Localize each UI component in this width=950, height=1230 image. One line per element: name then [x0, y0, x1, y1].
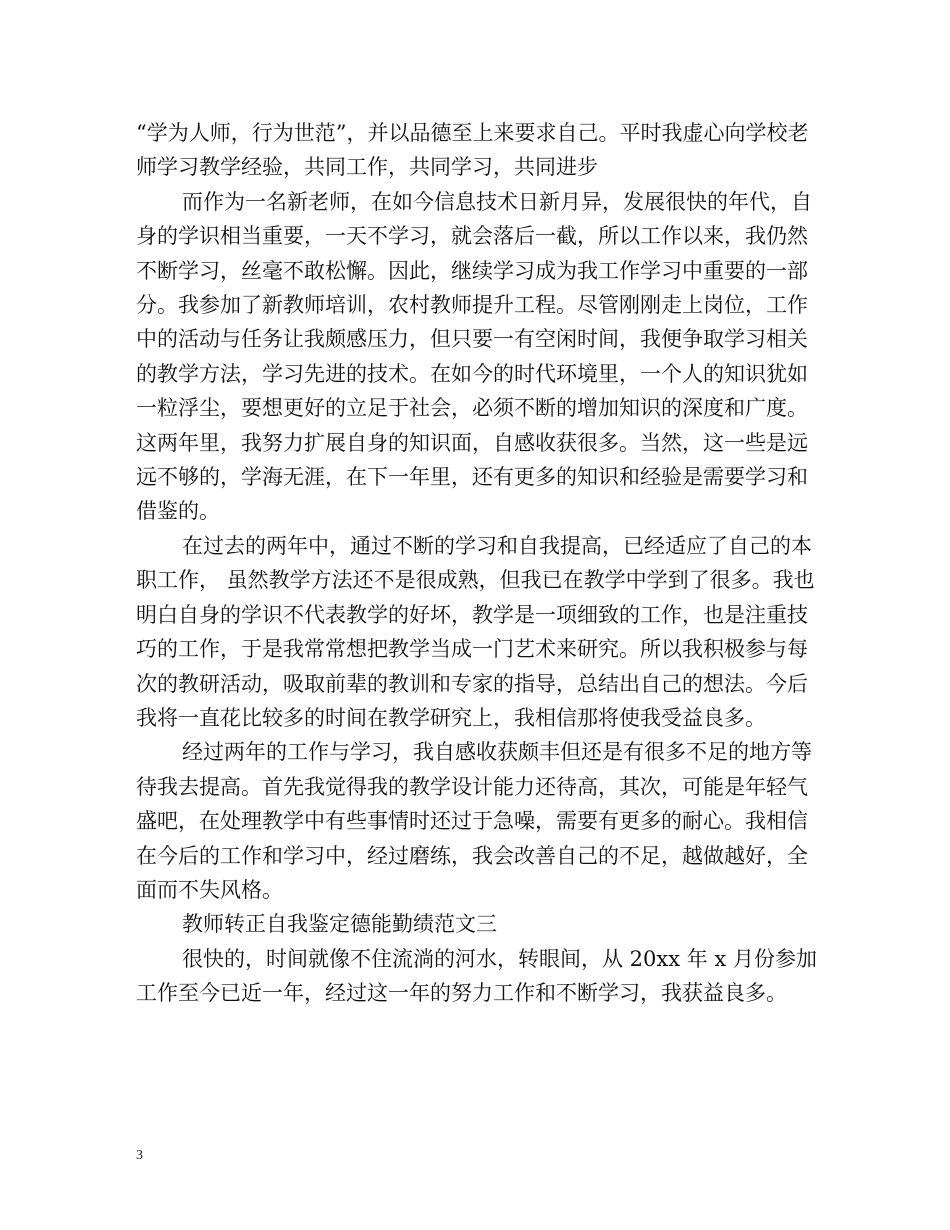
paragraph-5: 很快的，时间就像不住流淌的河水，转眼间，从 20xx 年 x 月份参加工作至今已近一年，经过这一年的努力工作和不断学习，我获益良多。: [136, 946, 817, 1006]
document-body: [136, 116, 826, 1011]
page-number: 3: [136, 1148, 143, 1163]
section-heading: 教师转正自我鉴定德能勤绩范文三: [182, 912, 497, 937]
paragraph-4: 经过两年的工作与学习，我自感收获颇丰但还是有很多不足的地方等待我去提高。首先我觉得我的教学设计能力还待高，其次，可能是年轻气盛吧，在处理教学中有些事情时还过于急噪，需要有更多的耐心。我相信在今后的工作和学习中，经过磨练，我会改善自己的不足，越做越好，全面而不失风格。: [136, 740, 812, 902]
paragraph-3: 在过去的两年中，通过不断的学习和自我提高，已经适应了自己的本职工作， 虽然教学方法还不是很成熟，但我已在教学中学到了很多。我也明白自身的学识不代表教学的好坏，教学是一项细致的工作，也是注重技巧的工作，于是我常常想把教学当成一门艺术来研究。所以我积极参与每次的教研活动，吸取前辈的教训和专家的指导，总结出自己的想法。今后我将一直花比较多的时间在教学研究上，我相信那将使我受益良多。: [136, 533, 815, 730]
paragraph-2: 而作为一名新老师，在如今信息技术日新月异，发展很快的年代，自身的学识相当重要，一天不学习，就会落后一截，所以工作以来，我仍然不断学习，丝毫不敢松懈。因此，继续学习成为我工作学习中重要的一部分。我参加了新教师培训，农村教师提升工程。尽管刚刚走上岗位，工作中的活动与任务让我颇感压力，但只要一有空闲时间，我便争取学习相关的教学方法，学习先进的技术。在如今的时代环境里，一个人的知识犹如一粒浮尘，要想更好的立足于社会，必须不断的增加知识的深度和广度。这两年里，我努力扩展自身的知识面，自感收获很多。当然，这一些是远远不够的，学海无涯，在下一年里，还有更多的知识和经验是需要学习和借鉴的。: [136, 189, 812, 524]
paragraph-1: “学为人师，行为世范”，并以品德至上来要求自己。平时我虚心向学校老师学习教学经验，共同工作，共同学习，共同进步: [136, 121, 809, 180]
